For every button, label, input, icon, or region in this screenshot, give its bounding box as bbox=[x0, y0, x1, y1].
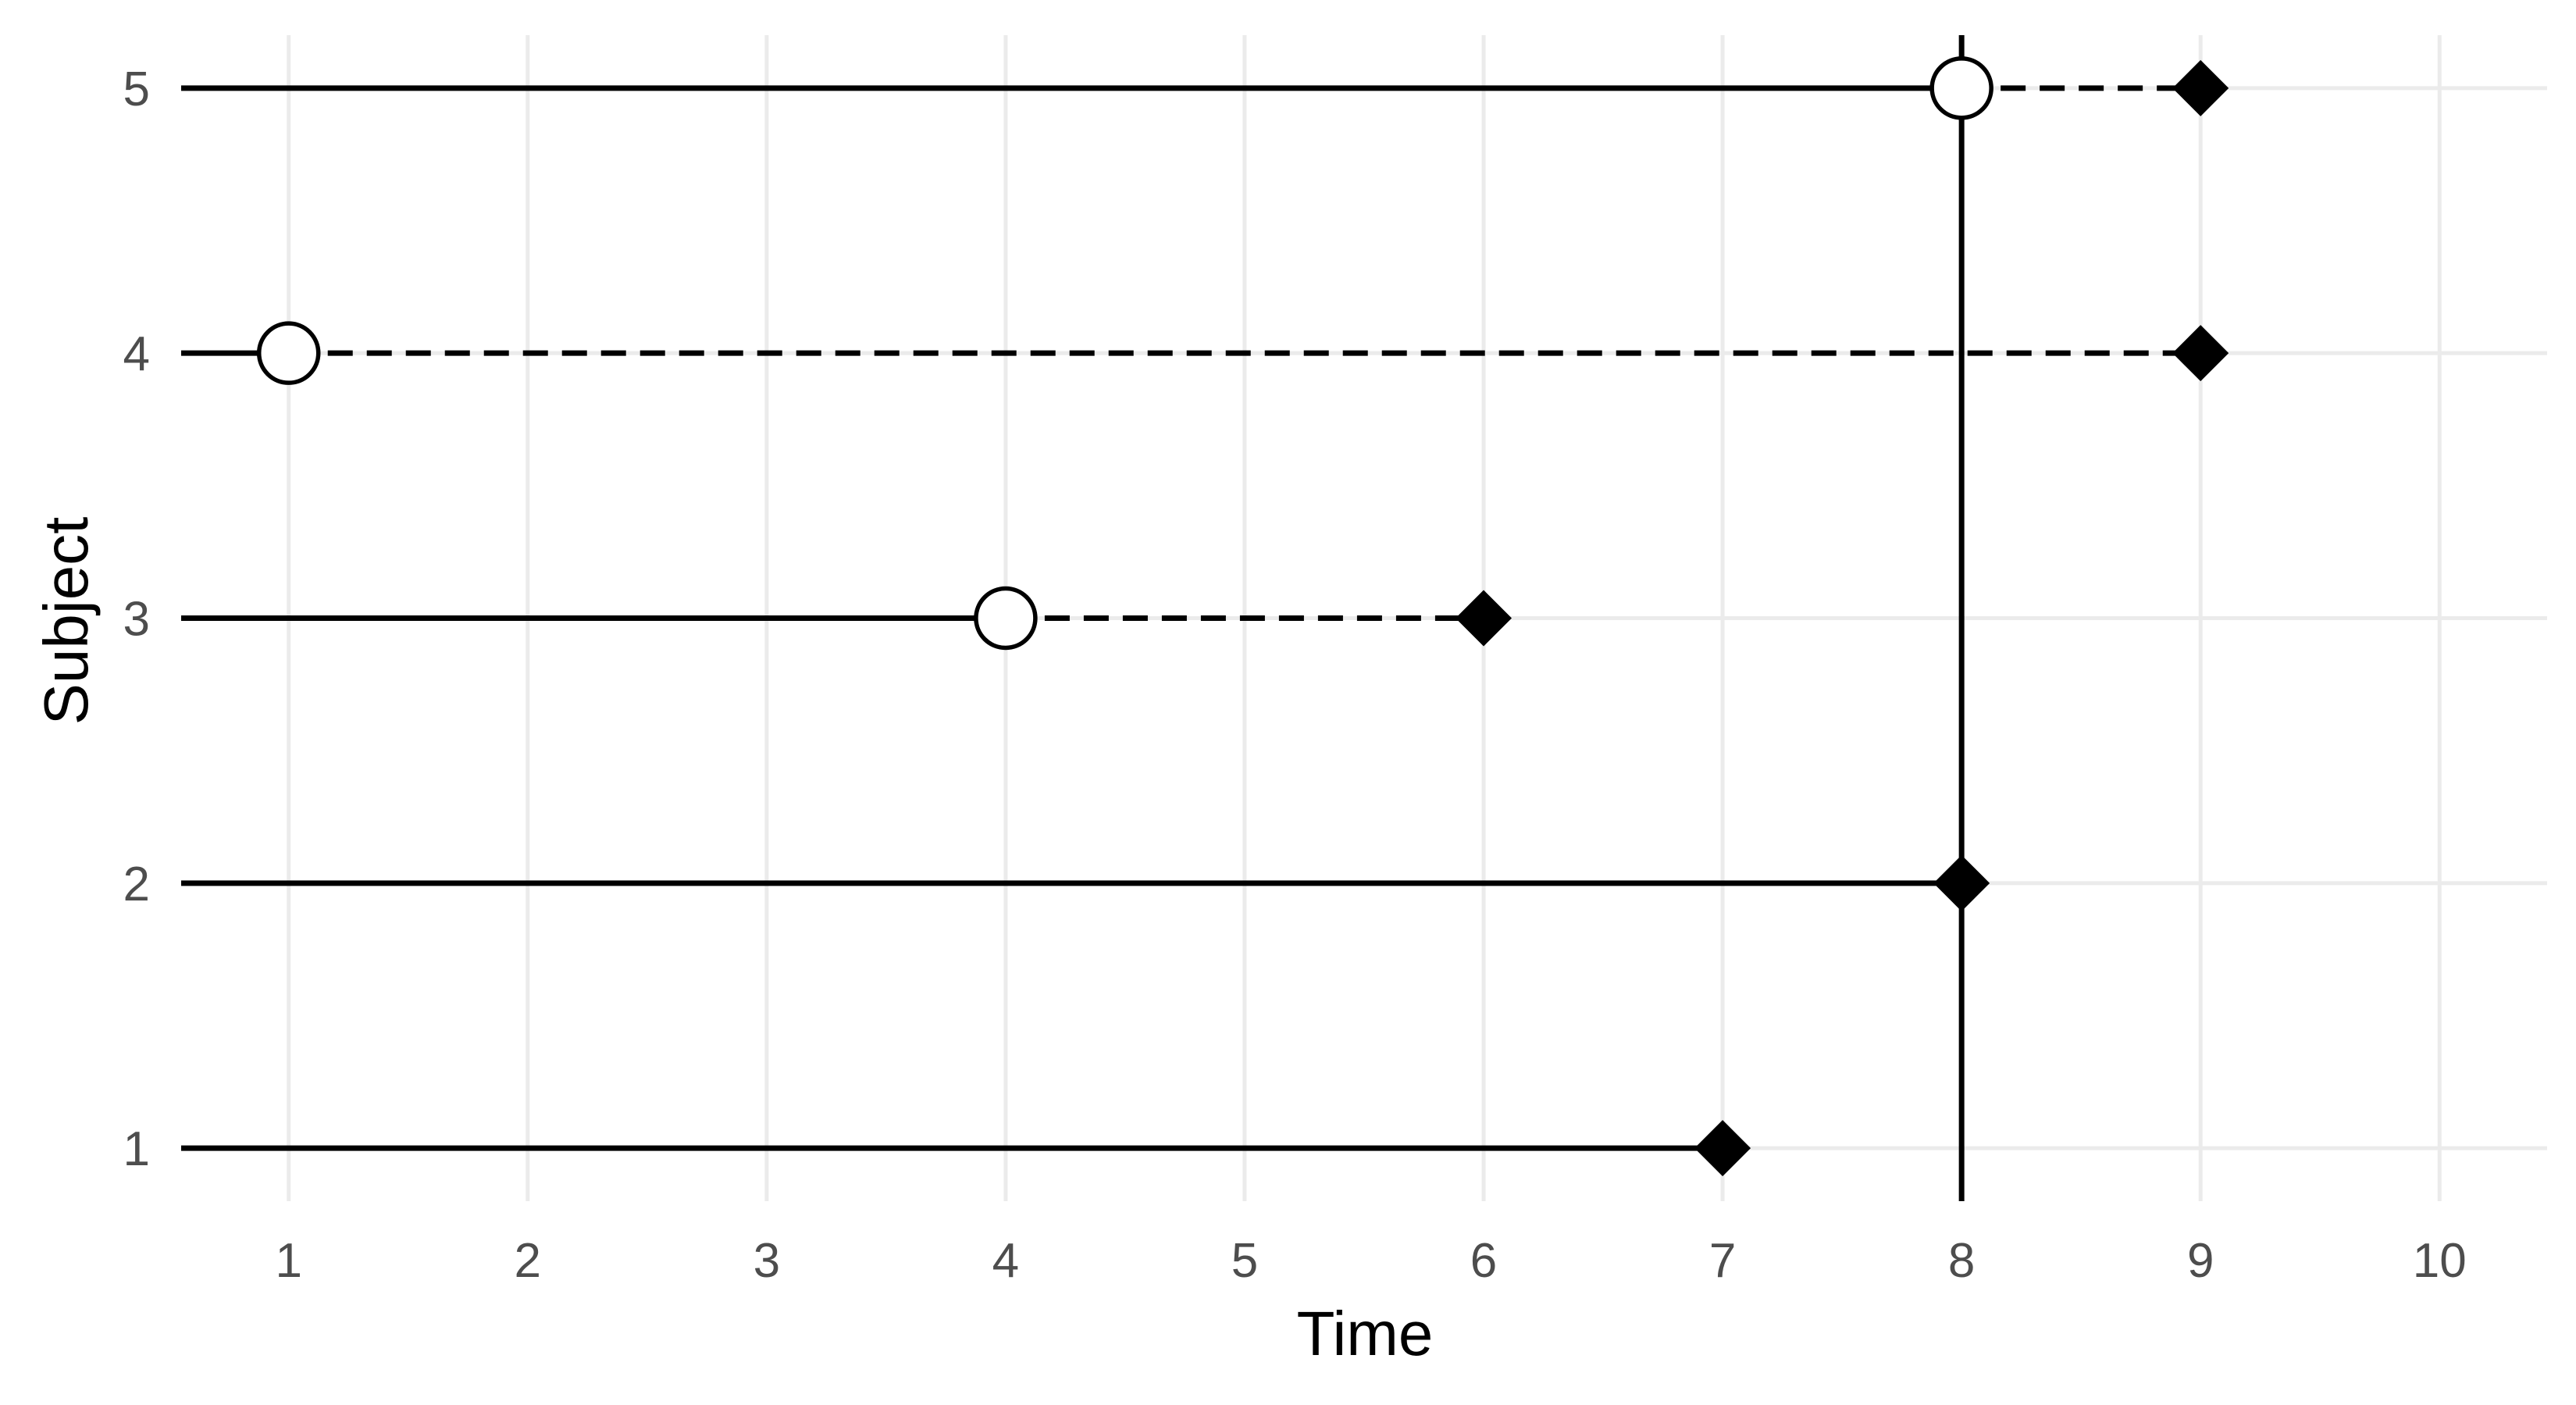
y-tick-label-4: 4 bbox=[123, 327, 150, 382]
x-tick-label-3: 3 bbox=[753, 1234, 781, 1288]
subject-4-end-diamond bbox=[2172, 325, 2229, 381]
x-tick-label-8: 8 bbox=[1947, 1234, 1976, 1288]
x-tick-label-9: 9 bbox=[2186, 1234, 2214, 1288]
x-tick-label-1: 1 bbox=[275, 1234, 302, 1288]
y-axis-title: Subject bbox=[31, 516, 101, 726]
subject-5-open-circle bbox=[1932, 59, 1991, 118]
axis-tick-labels bbox=[123, 62, 2467, 1288]
subject-1-end-diamond bbox=[1694, 1120, 1751, 1176]
x-axis-title: Time bbox=[1296, 1299, 1434, 1368]
y-tick-label-2: 2 bbox=[123, 857, 150, 911]
subject-3-open-circle bbox=[976, 589, 1035, 648]
x-tick-label-4: 4 bbox=[992, 1234, 1020, 1288]
x-tick-label-2: 2 bbox=[514, 1234, 542, 1288]
x-tick-label-10: 10 bbox=[2412, 1234, 2467, 1288]
y-tick-label-3: 3 bbox=[123, 592, 150, 647]
x-tick-label-5: 5 bbox=[1231, 1234, 1259, 1288]
y-tick-label-5: 5 bbox=[123, 62, 150, 116]
subject-3-end-diamond bbox=[1455, 590, 1512, 647]
subject-5-end-diamond bbox=[2172, 60, 2229, 116]
subject-2-end-diamond bbox=[1933, 855, 1990, 911]
x-tick-label-7: 7 bbox=[1708, 1234, 1737, 1288]
x-tick-label-6: 6 bbox=[1470, 1234, 1498, 1288]
y-tick-label-1: 1 bbox=[123, 1122, 150, 1177]
subject-4-open-circle bbox=[259, 323, 319, 383]
